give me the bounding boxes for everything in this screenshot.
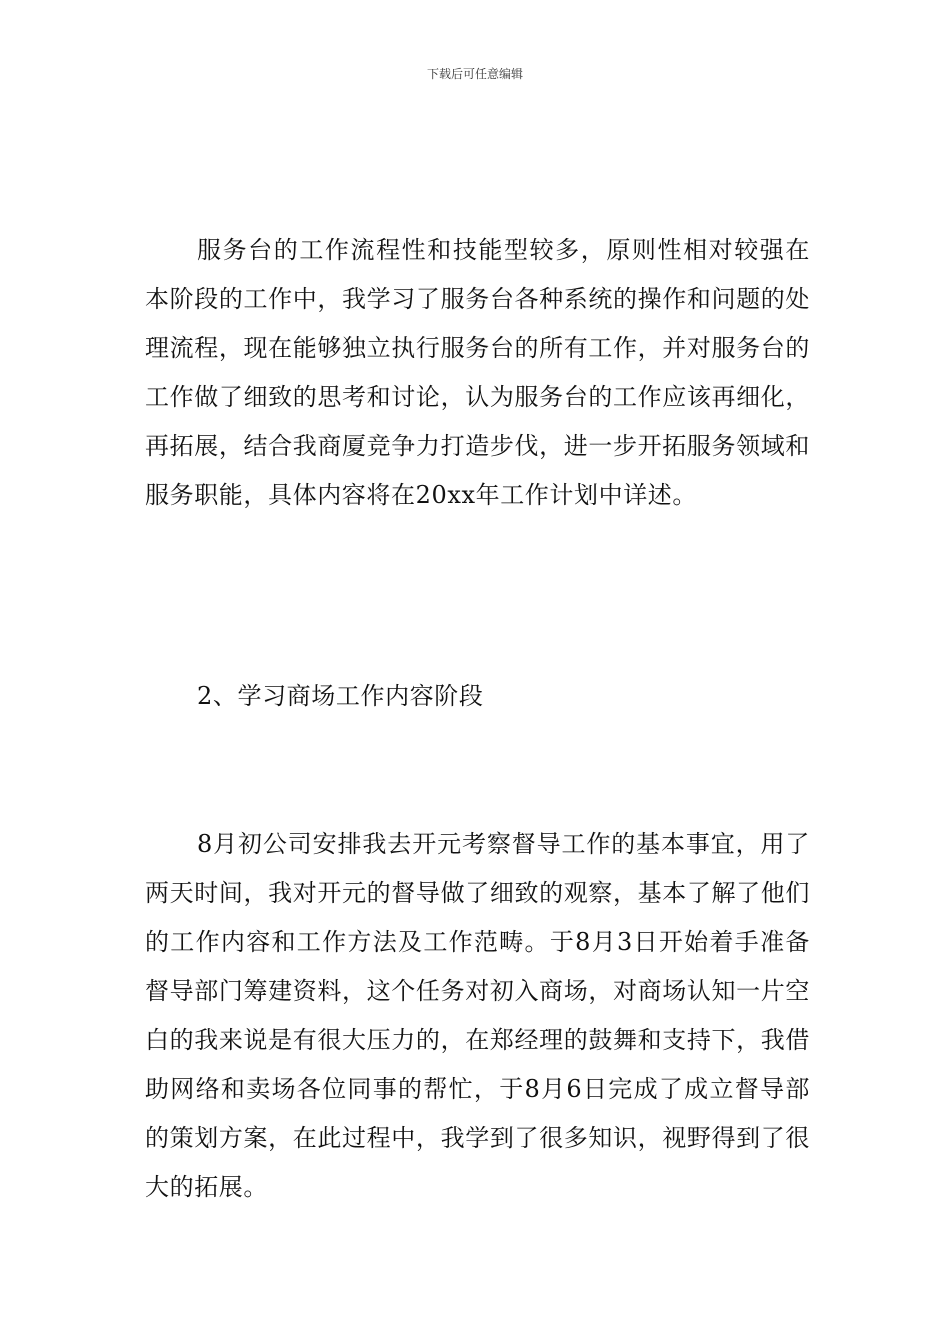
header-note: 下载后可任意编辑 bbox=[426, 67, 523, 81]
body-paragraph-2: 8月初公司安排我去开元考察督导工作的基本事宜，用了两天时间，我对开元的督导做了细致的观察，基本了解了他们的工作内容和工作方法及工作范畴。于8月3日开始着手准备督导部门筹建资料，这个任务对初入商场，对商场认知一片空白的我来说是有很大压力的，在郑经理的鼓舞和支持下，我借助网络和卖场各位同事的帮忙，于8月6日完成了成立督导部的策划方案，在此过程中，我学到了很多知识，视野得到了很大的拓展。 bbox=[145, 830, 810, 1201]
body-paragraph-1: 服务台的工作流程性和技能型较多，原则性相对较强在本阶段的工作中，我学习了服务台各种系统的操作和问题的处理流程，现在能够独立执行服务台的所有工作，并对服务台的工作做了细致的思考和讨论，认为服务台的工作应该再细化，再拓展，结合我商厦竞争力打造步伐，进一步开拓服务领域和服务职能，具体内容将在20xx年工作计划中详述。 bbox=[145, 236, 810, 509]
section-heading: 2、学习商场工作内容阶段 bbox=[197, 682, 484, 710]
